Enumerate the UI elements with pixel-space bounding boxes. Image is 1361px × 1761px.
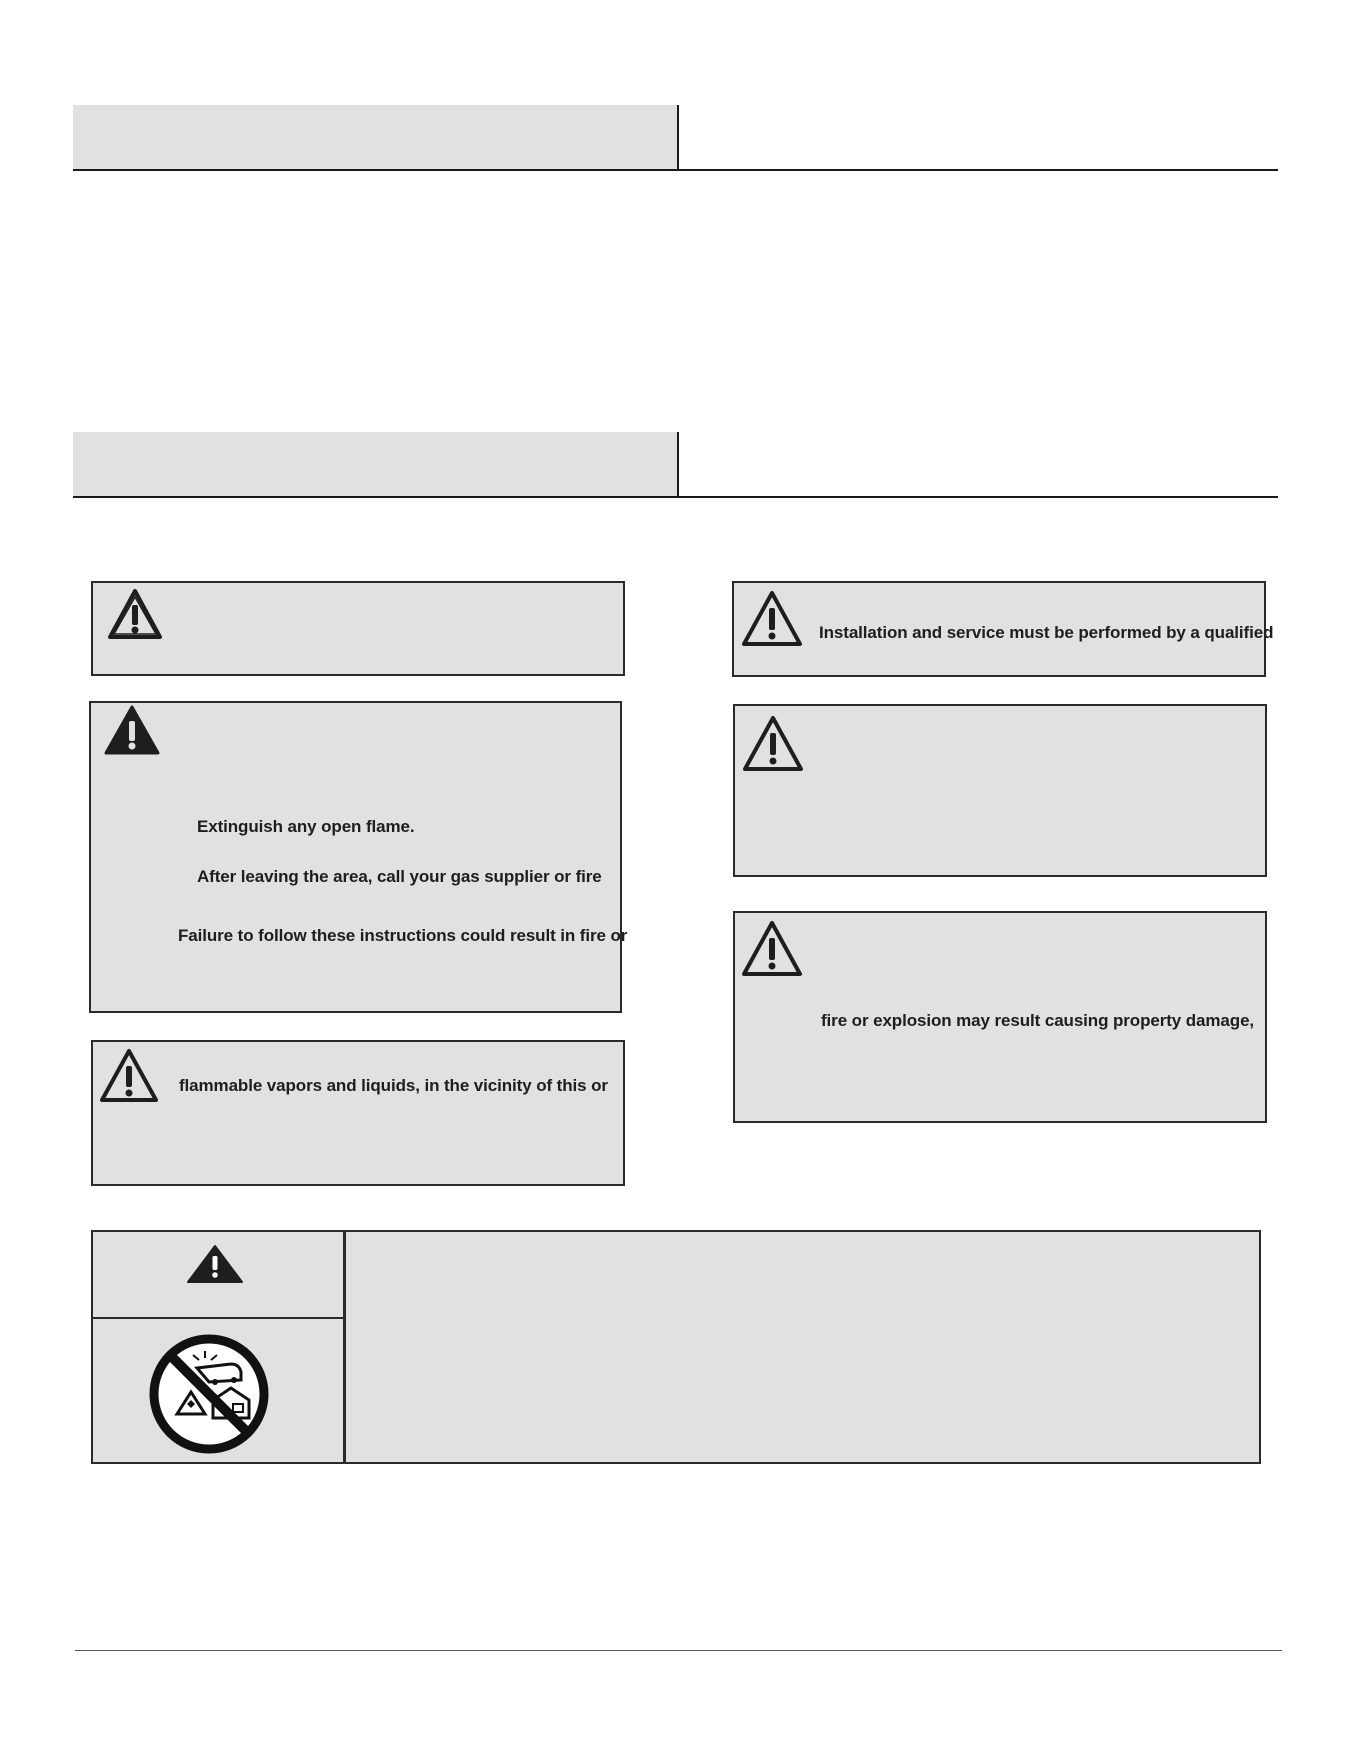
warning-panel-symbol-column	[93, 1232, 346, 1462]
no-indoor-use-icon	[149, 1334, 269, 1454]
warning-box-3	[733, 704, 1267, 877]
warning-box-flammable	[91, 1040, 625, 1186]
warning-box-gas-odor	[89, 701, 628, 1013]
gas-odor-step-call: After leaving the area, call your gas supplier or fire	[197, 867, 602, 886]
flammable-text: flammable vapors and liquids, in the vicinity of this or	[179, 1076, 608, 1095]
section-header-1	[73, 105, 1278, 171]
symbol-column-divider	[93, 1317, 343, 1319]
warning-triangle-icon	[107, 588, 163, 640]
warning-triangle-icon	[740, 919, 804, 979]
warning-triangle-icon	[98, 1047, 160, 1105]
section-header-1-shade	[73, 105, 679, 169]
gas-odor-step-extinguish: Extinguish any open flame.	[197, 817, 415, 836]
warning-triangle-icon	[186, 1244, 244, 1284]
installation-text: Installation and service must be performed by a qualified	[819, 623, 1274, 642]
warning-box-fire-explosion	[733, 911, 1267, 1123]
warning-panel-indoor-use	[91, 1230, 1261, 1464]
warning-box-1	[91, 581, 625, 676]
warning-triangle-icon	[741, 714, 805, 774]
fire-explosion-text: fire or explosion may result causing property damage,	[821, 1011, 1255, 1030]
section-header-1-rule	[73, 169, 1278, 171]
gas-odor-consequence: Failure to follow these instructions could result in fire or	[178, 926, 628, 945]
section-header-2	[73, 432, 1278, 498]
warning-triangle-icon	[103, 703, 161, 757]
section-header-2-shade	[73, 432, 679, 496]
warning-box-installation	[732, 581, 1274, 677]
warning-triangle-icon	[740, 589, 804, 649]
section-header-2-rule	[73, 496, 1278, 498]
footer-rule	[75, 1650, 1282, 1651]
